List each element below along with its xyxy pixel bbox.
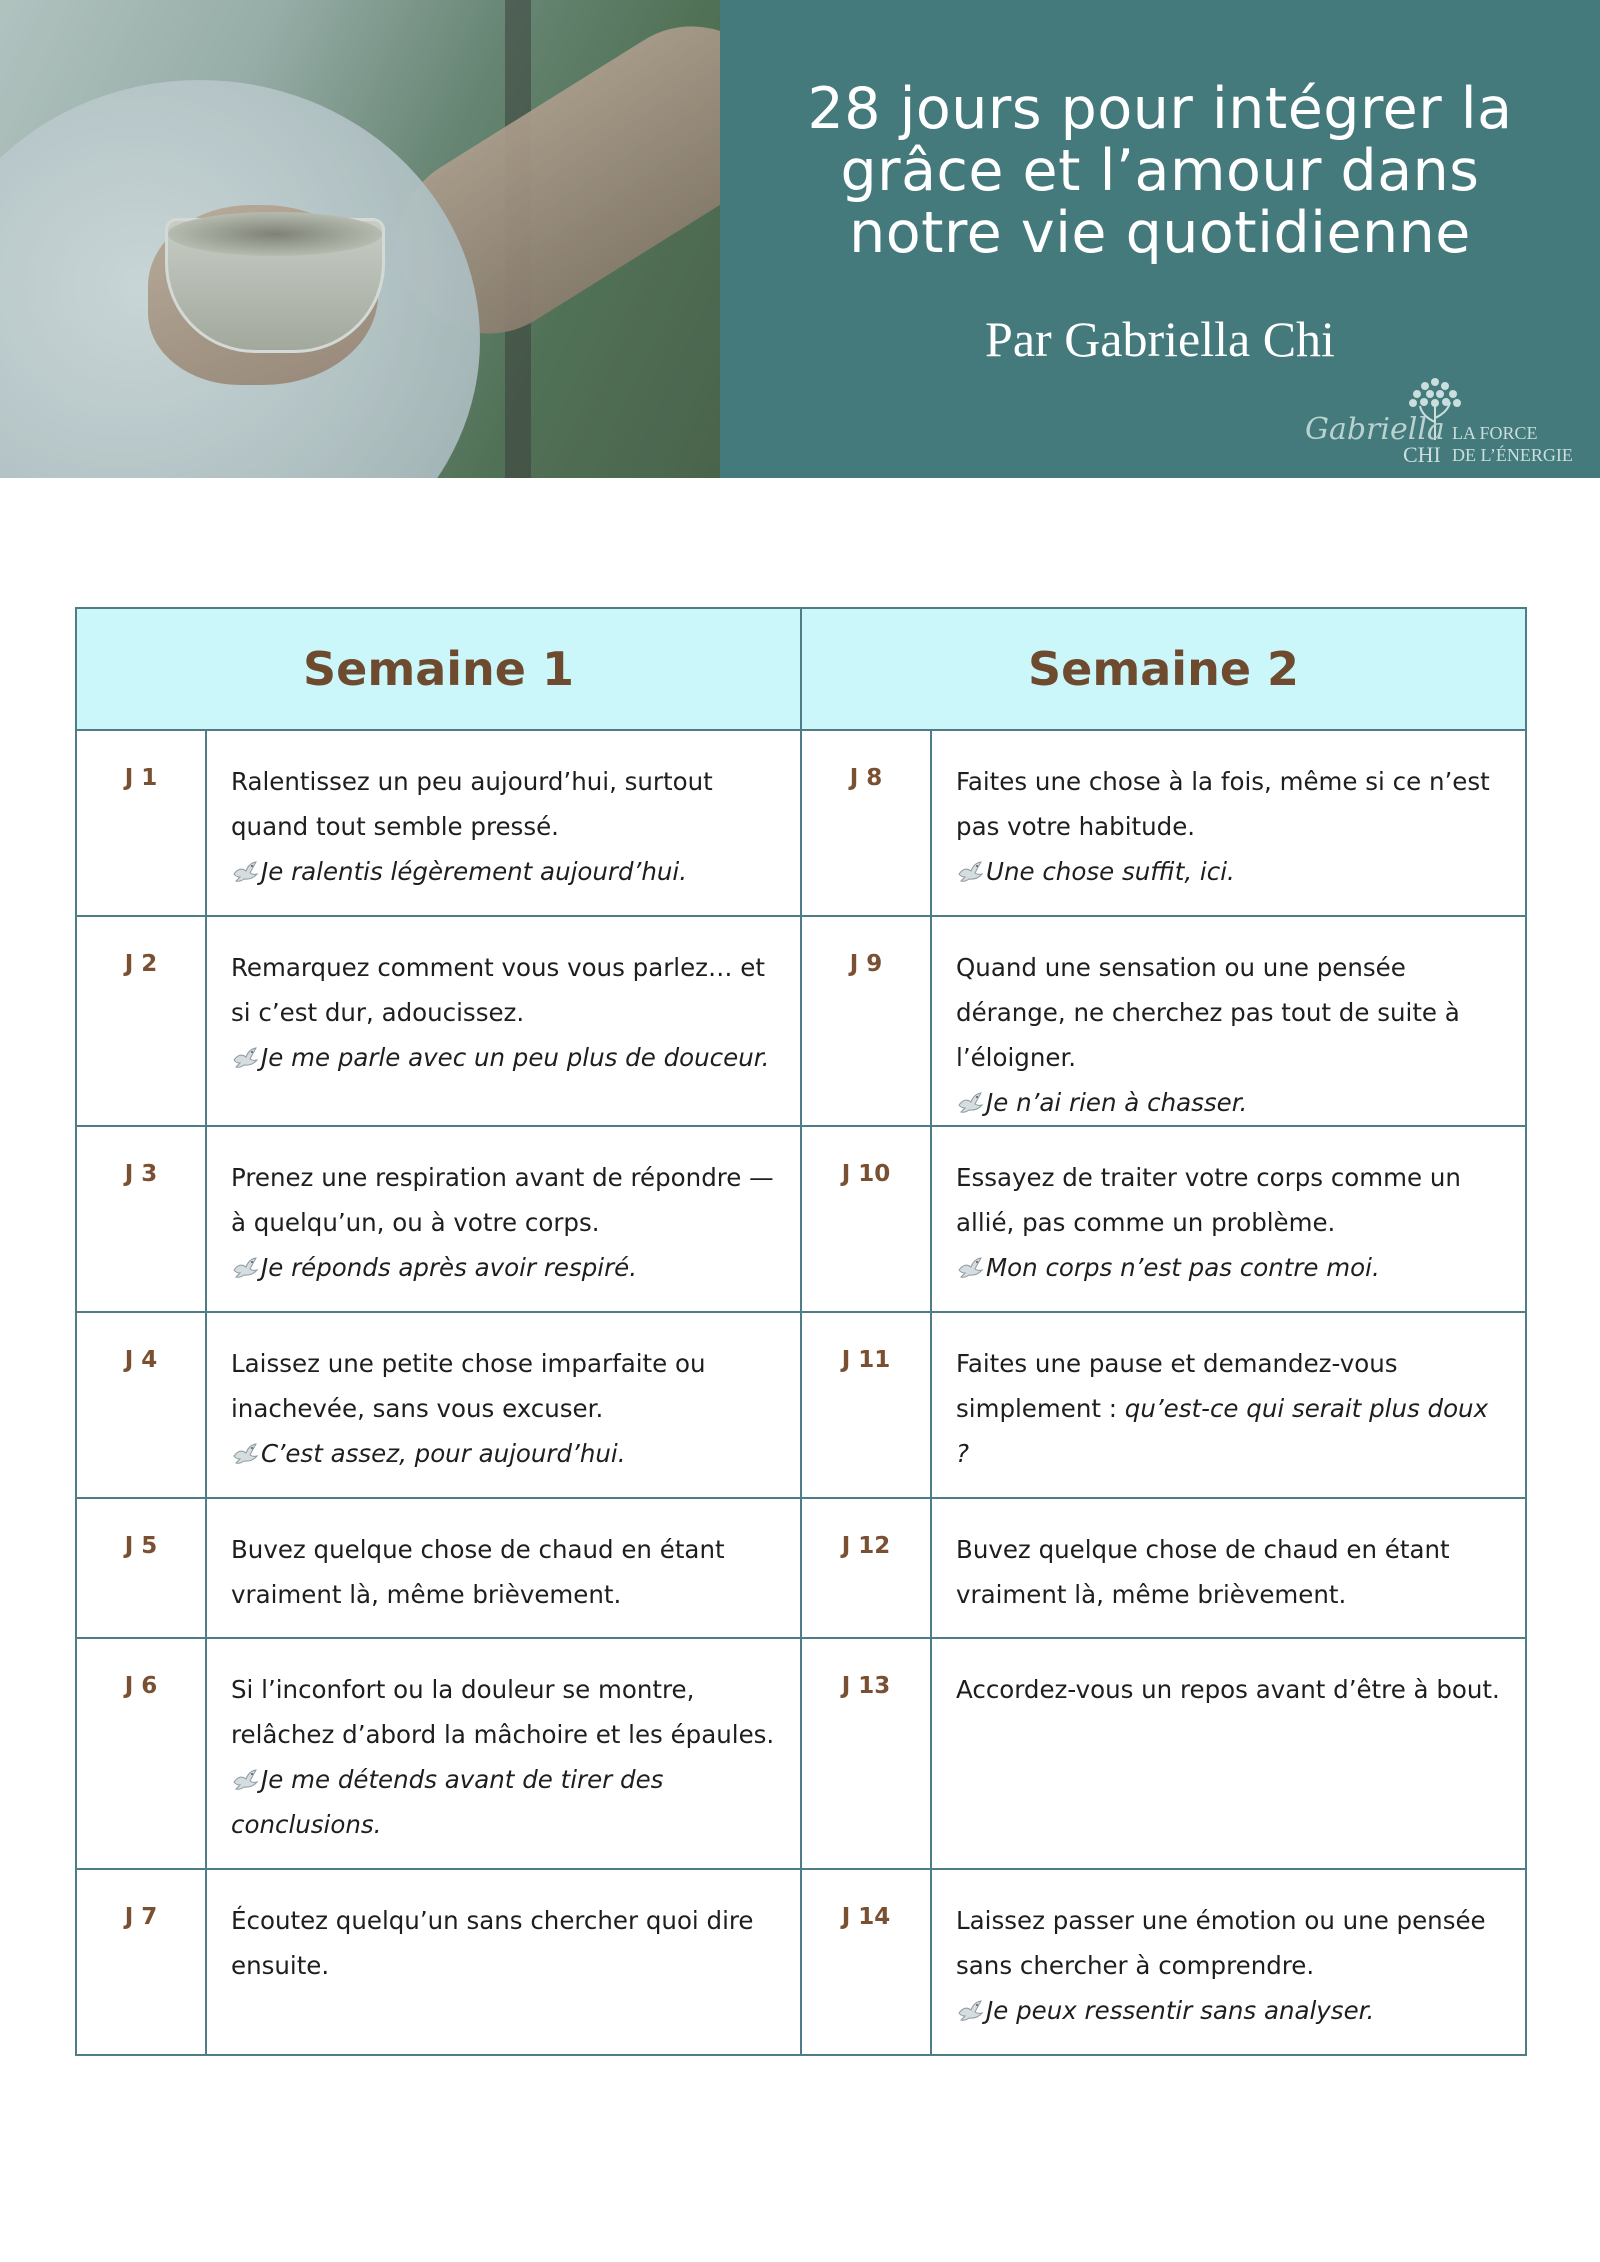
week-2-header: Semaine 2 [801,608,1526,730]
photo-tint [0,0,720,478]
logo-name: CHI [1403,442,1441,467]
page-title [720,78,1600,264]
week-2-day-label: J 9 [801,916,931,1126]
dove-icon [231,1765,261,1794]
affirmation [956,1988,1501,2033]
week-1-exercise [206,730,801,916]
affirmation [956,1245,1501,1290]
title-panel [720,0,1600,478]
week-1-day-label: J 7 [76,1869,206,2055]
week-1-day-label: J 5 [76,1498,206,1638]
week-1-day-label: J 6 [76,1638,206,1869]
affirmation [231,1245,776,1290]
week-2-exercise [931,1638,1526,1869]
affirmation [231,1431,776,1476]
affirmation-text: Je n’ai rien à chasser. [986,1088,1248,1117]
week-1-exercise [206,916,801,1126]
brand-logo [1305,372,1595,472]
exercise-text: Faites une pause et demandez-vous simplement : [956,1349,1398,1423]
week-2-day-label: J 11 [801,1312,931,1498]
exercise-text: Laissez une petite chose imparfaite ou inachevée, sans vous excuser. [231,1349,706,1423]
table-row [76,916,1526,1126]
exercise-text: Quand une sensation ou une pensée dérange, ne cherchez pas tout de suite à l’éloigner. [956,953,1460,1072]
dove-icon [231,1439,261,1468]
week-2-day-label: J 14 [801,1869,931,2055]
dove-icon [956,857,986,886]
header-photo [0,0,720,478]
table-row [76,1126,1526,1312]
table-row [76,1869,1526,2055]
dove-icon [231,857,261,886]
program-table [75,607,1527,2056]
week-1-exercise [206,1869,801,2055]
affirmation-text: Je réponds après avoir respiré. [261,1253,638,1282]
week-2-exercise [931,1126,1526,1312]
title-line-3: notre vie quotidienne [849,200,1471,266]
dove-icon [956,1996,986,2025]
affirmation-text: Je peux ressentir sans analyser. [986,1996,1375,2025]
exercise-question: qu’est-ce qui serait plus doux ? [956,1394,1489,1468]
week-1-day-label: J 3 [76,1126,206,1312]
week-2-day-label: J 12 [801,1498,931,1638]
exercise-text: Laissez passer une émotion ou une pensée sans chercher à comprendre. [956,1906,1486,1980]
table-row [76,730,1526,916]
affirmation-text: C’est assez, pour aujourd’hui. [261,1439,626,1468]
dove-icon [956,1088,986,1117]
header [0,0,1600,478]
affirmation [231,1757,776,1847]
week-1-exercise [206,1638,801,1869]
week-1-day-label: J 1 [76,730,206,916]
week-2-exercise [931,1312,1526,1498]
exercise-text: Ralentissez un peu aujourd’hui, surtout quand tout semble pressé. [231,767,713,841]
affirmation [231,1035,776,1080]
dove-icon [231,1043,261,1072]
affirmation [231,849,776,894]
title-line-2: grâce et l’amour dans [840,138,1480,204]
exercise-text: Remarquez comment vous vous parlez… et si c’est dur, adoucissez. [231,953,765,1027]
exercise-text: Prenez une respiration avant de répondre — à quelqu’un, ou à votre corps. [231,1163,774,1237]
exercise-text: Écoutez quelqu’un sans chercher quoi dire ensuite. [231,1906,754,1980]
affirmation-text: Mon corps n’est pas contre moi. [986,1253,1380,1282]
exercise-text: Buvez quelque chose de chaud en étant vraiment là, même brièvement. [231,1535,725,1609]
dove-icon [231,1253,261,1282]
dove-icon [956,1253,986,1282]
week-2-day-label: J 10 [801,1126,931,1312]
week-2-day-label: J 13 [801,1638,931,1869]
logo-tagline-line-1: LA FORCE [1452,423,1538,443]
week-1-exercise [206,1126,801,1312]
logo-tagline-line-2: DE L’ÉNERGIE [1452,445,1573,465]
week-1-header: Semaine 1 [76,608,801,730]
exercise-text: Faites une chose à la fois, même si ce n’est pas votre habitude. [956,767,1490,841]
author-byline: Par Gabriella Chi [985,311,1335,367]
table-row [76,1312,1526,1498]
week-2-exercise [931,1498,1526,1638]
logo-signature: Gabriella [1305,412,1445,447]
week-1-exercise [206,1498,801,1638]
affirmation [956,849,1501,894]
table-row [76,1638,1526,1869]
week-2-exercise [931,1869,1526,2055]
table-row [76,1498,1526,1638]
week-1-day-label: J 2 [76,916,206,1126]
title-line-1: 28 jours pour intégrer la [807,76,1513,142]
week-2-exercise [931,730,1526,916]
week-1-exercise [206,1312,801,1498]
week-1-day-label: J 4 [76,1312,206,1498]
affirmation-text: Une chose suffit, ici. [986,857,1235,886]
exercise-text: Buvez quelque chose de chaud en étant vraiment là, même brièvement. [956,1535,1450,1609]
exercise-text: Si l’inconfort ou la douleur se montre, relâchez d’abord la mâchoire et les épaules. [231,1675,775,1749]
week-2-day-label: J 8 [801,730,931,916]
affirmation-text: Je me détends avant de tirer des conclusions. [231,1765,664,1839]
program-body [76,730,1526,2055]
exercise-text: Essayez de traiter votre corps comme un allié, pas comme un problème. [956,1163,1461,1237]
affirmation-text: Je ralentis légèrement aujourd’hui. [261,857,687,886]
exercise-text: Accordez-vous un repos avant d’être à bout. [956,1675,1500,1704]
affirmation [956,1080,1501,1125]
affirmation-text: Je me parle avec un peu plus de douceur. [261,1043,770,1072]
table-header-row [76,608,1526,730]
logo-tagline [1452,422,1573,466]
week-2-exercise [931,916,1526,1126]
